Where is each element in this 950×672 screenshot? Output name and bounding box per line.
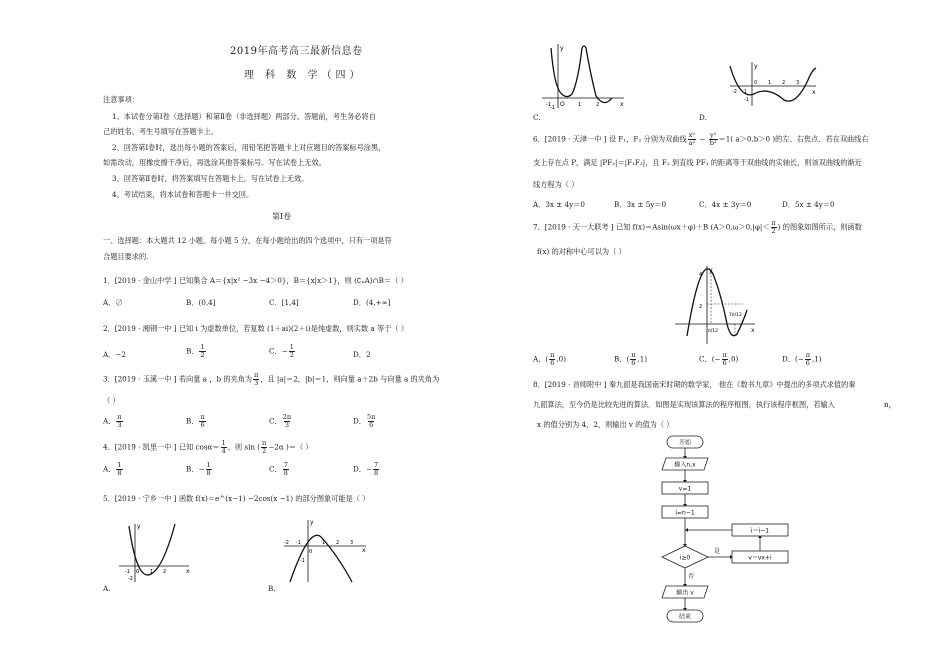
tick-label: 2 bbox=[336, 540, 340, 546]
q2-option-d: D．2 bbox=[353, 350, 371, 359]
tick-label: 0 bbox=[136, 569, 140, 575]
y-axis-label: y bbox=[754, 63, 758, 70]
q6-option-d: D．5x ± 4y＝0 bbox=[782, 200, 835, 209]
fraction: $\frac{\pi}{2}$ bbox=[262, 439, 267, 455]
tick-label: -1 bbox=[744, 97, 749, 103]
q3-option-b: B． $\frac{\pi}{6}$ bbox=[186, 413, 205, 429]
q7-option-a: A．( $\frac{\pi}{6}$ ,0) bbox=[533, 351, 567, 367]
tick-label: 0 bbox=[309, 549, 313, 555]
q1-option-b: B．(0,4] bbox=[186, 298, 216, 307]
q6-line-1: 6．[2019 · 天津一中 ] 设 F₁，F₂ 分别为双曲线 $\frac{\text{x²}}{\text{a²}}$ − $\frac{\text{y²}}{\text{b²}}$ ＝1( a＞0,b＞0 )的左、右焦点．若在双曲线右 bbox=[533, 131, 869, 147]
notice-line-1: 1、本试卷分第Ⅰ卷（选择题）和第Ⅱ卷（非选择题）两部分。答题前，考生务必将自 bbox=[112, 112, 376, 121]
tick-label: 4 bbox=[699, 272, 703, 278]
q8-line-2: 九韶算法，至今仍是比较先进的算法．如图是实现该算法的程序框图，执行该程序框图，若输入 bbox=[533, 400, 835, 409]
tick-label: 3 bbox=[796, 80, 800, 86]
tick-label: -2 bbox=[284, 540, 289, 546]
x-axis-label: x bbox=[362, 547, 366, 554]
tick-label: 1 bbox=[150, 569, 154, 575]
q6-option-a: A．3x ± 4y＝0 bbox=[533, 200, 585, 209]
flow-output-label: 输出 v bbox=[676, 589, 694, 597]
fraction: $\frac{1}{8}$ bbox=[117, 461, 122, 477]
tick-label: -2 bbox=[128, 576, 133, 582]
y-axis-label: y bbox=[137, 523, 141, 530]
q5-label-b: B. bbox=[268, 584, 276, 593]
tick-label: 2 bbox=[782, 80, 786, 86]
y-axis-label: y bbox=[709, 267, 713, 274]
x-axis-label: x bbox=[186, 568, 190, 575]
q4-option-a: A． $\frac{1}{8}$ bbox=[103, 461, 122, 477]
q8-n-variable: n， bbox=[884, 400, 896, 409]
tick-label: -2 bbox=[732, 89, 737, 95]
q4-stem: 4．[2019 · 凯里一中 ] 已知 cosα＝ $\frac{1}{4}$ ，则 sin ( $\frac{\pi}{2}$ −2α )＝（ ） bbox=[103, 439, 313, 455]
q6-option-c: C．4x ± 3y＝0 bbox=[699, 200, 752, 209]
q3-blank: （ ） bbox=[103, 396, 120, 405]
flow-input-label: 输入n,x bbox=[674, 461, 696, 469]
flow-end-label: 结束 bbox=[678, 613, 692, 621]
q6-line-3: 线方程为（ ） bbox=[533, 180, 579, 189]
tick-label: 1 bbox=[578, 102, 582, 108]
tick-label: 2 bbox=[596, 102, 600, 108]
q6-line-2: 支上存在点 P，满足 |PF₂|＝|F₁F₂|，且 F₂ 到直线 PF₁ 的距离等于双曲线的实轴长，则该双曲线的渐近 bbox=[533, 158, 862, 167]
flow-update-i-label: i＝i−1 bbox=[750, 527, 770, 535]
fraction: $\frac{1}{4}$ bbox=[221, 439, 226, 455]
q7-stem-2: f(x) 的对称中心可以为（ ） bbox=[537, 247, 626, 256]
tick-label: -1 bbox=[125, 569, 130, 575]
fraction: $\frac{\pi}{6}$ bbox=[805, 351, 810, 367]
q4-option-d: D．− $\frac{7}{8}$ bbox=[353, 461, 379, 477]
notice-line-2: 己的姓名、考生号填写在答题卡上。 bbox=[103, 127, 219, 136]
notice-line-6: 4、考试结束，将本试卷和答题卡一并交回。 bbox=[112, 190, 254, 199]
q5-stem: 5．[2019 · 宁乡一中 ] 函数 f(x)＝e^(x−1) −2cos(x −1) 的部分图象可能是（ ） bbox=[103, 494, 370, 503]
flow-assign-v-label: v=1 bbox=[678, 485, 692, 493]
part1-instruction-1: 一、选择题：本大题共 12 小题，每小题 5 分，在每小题给出的四个选项中，只有一项是符 bbox=[103, 236, 392, 245]
flow-start-label: 开始 bbox=[678, 439, 692, 447]
fraction: $\frac{\text{y²}}{\text{b²}}$ bbox=[709, 131, 717, 147]
q1-option-a: A．∅ bbox=[103, 298, 123, 307]
q5-label-a: A. bbox=[103, 584, 111, 593]
curve bbox=[730, 66, 816, 101]
tick-label: 1 bbox=[768, 80, 772, 86]
fraction: $\frac{7}{8}$ bbox=[283, 461, 288, 477]
q3-option-c: C． $\frac{2\pi}{3}$ bbox=[269, 413, 292, 429]
q7-option-c: C．(− $\frac{\pi}{6}$ ,0) bbox=[699, 351, 739, 367]
fraction: $\frac{1}{2}$ bbox=[289, 343, 294, 359]
tick-label: -1 bbox=[546, 102, 551, 108]
notice-heading: 注意事项： bbox=[103, 95, 139, 104]
notice-line-4: 如需改动，用橡皮擦干净后，再选涂其他答案标号。写在试卷上无效。 bbox=[103, 158, 326, 167]
tick-label: 2 bbox=[699, 304, 703, 310]
curve bbox=[582, 46, 612, 103]
tick-label: π/12 bbox=[708, 329, 718, 334]
fraction: $\frac{1}{2}$ bbox=[200, 343, 205, 359]
q2-option-b: B． $\frac{1}{2}$ bbox=[186, 343, 205, 359]
q6-option-b: B．3x ± 5y＝0 bbox=[614, 200, 667, 209]
fraction: $\frac{\pi}{2}$ bbox=[771, 219, 776, 235]
page-title: 2019年高考高三最新信息卷 bbox=[230, 46, 363, 57]
tick-label: 3 bbox=[350, 540, 354, 546]
fraction: $\frac{\pi}{6}$ bbox=[200, 413, 205, 429]
fraction: $\frac{\pi}{6}$ bbox=[722, 351, 727, 367]
curve bbox=[129, 524, 175, 575]
fraction: $\frac{1}{8}$ bbox=[206, 461, 211, 477]
fraction: $\frac{7}{8}$ bbox=[373, 461, 379, 477]
q5-graph-b bbox=[280, 516, 370, 584]
flow-assign-i-label: i=n−1 bbox=[675, 509, 695, 517]
q5-graph-c bbox=[538, 42, 630, 110]
q1-stem: 1．[2019 · 金山中学 ] 已知集合 A＝{x|x² −3x −4＞0}，B＝{x|x＞1}，则 (∁ₙA)∩B＝（ ） bbox=[103, 276, 408, 285]
q3-stem: 3．[2019 · 玉溪一中 ] 若向量 a ，b 的夹角为 $\frac{\pi}{3}$ ，且 |a|＝2，|b|＝1，则向量 a＋2b 与向量 a 的夹角为 bbox=[103, 371, 440, 387]
curve bbox=[551, 48, 582, 97]
curve bbox=[687, 269, 747, 336]
q2-option-a: A．−2 bbox=[103, 350, 126, 359]
flow-condition-label: i≥0 bbox=[679, 554, 691, 562]
x-axis-label: x bbox=[620, 101, 624, 108]
q4-option-b: B．− $\frac{1}{8}$ bbox=[186, 461, 211, 477]
tick-label: -1 bbox=[742, 89, 747, 95]
q5-graph-a bbox=[115, 520, 195, 584]
notice-line-5: 3、回答第Ⅱ卷时，将答案填写在答题卡上，写在试卷上无效。 bbox=[112, 174, 309, 183]
tick-label: -1 bbox=[296, 540, 301, 546]
tick-label: 2 bbox=[163, 569, 167, 575]
fraction: $\frac{\pi}{6}$ bbox=[550, 351, 555, 367]
x-axis-label: x bbox=[812, 89, 816, 96]
q8-flowchart bbox=[652, 434, 804, 626]
q5-graph-d bbox=[728, 60, 820, 108]
y-axis-label: y bbox=[560, 45, 564, 52]
tick-label: 1 bbox=[322, 540, 326, 546]
part1-instruction-2: 合题目要求的. bbox=[103, 252, 149, 261]
flow-no-label: 否 bbox=[688, 573, 695, 580]
fraction: $\frac{\pi}{6}$ bbox=[631, 351, 636, 367]
tick-label: 0 bbox=[754, 80, 758, 86]
q3-option-d: D． $\frac{5\pi}{6}$ bbox=[353, 413, 376, 429]
fraction: $\frac{5\pi}{6}$ bbox=[366, 413, 376, 429]
tick-label: 7π/12 bbox=[729, 313, 742, 318]
y-axis-label: y bbox=[310, 519, 314, 526]
tick-label: -1 bbox=[300, 558, 305, 564]
page-subtitle: 理 科 数 学（四） bbox=[244, 70, 364, 81]
q1-option-c: C．[1,4] bbox=[269, 298, 299, 307]
flow-update-v-label: v＝vx+i bbox=[748, 554, 772, 562]
notice-line-3: 2、回答第Ⅰ卷时，选出每小题的答案后，用铅笔把答题卡上对应题目的答案标号涂黑， bbox=[112, 143, 386, 152]
tick-label: O bbox=[560, 101, 565, 108]
q8-line-1: 8．[2019 · 首师附中 ] 秦九韶是我国南宋时期的数学家， 他在《数书九章》中提出的多项式求值的秦 bbox=[533, 380, 856, 389]
q4-option-c: C． $\frac{7}{8}$ bbox=[269, 461, 288, 477]
fraction: $\frac{2\pi}{3}$ bbox=[282, 413, 292, 429]
q1-option-d: D．(4,+∞] bbox=[353, 298, 391, 307]
flow-yes-label: 是 bbox=[714, 548, 721, 555]
q3-option-a: A． $\frac{\pi}{3}$ bbox=[103, 413, 122, 429]
q7-option-d: D．(− $\frac{\pi}{6}$ ,1) bbox=[782, 351, 822, 367]
q8-line-3: x 的值分别为 4，2，则输出 v 的值为（ ） bbox=[537, 420, 674, 429]
q7-option-b: B．( $\frac{\pi}{6}$ ,1) bbox=[614, 351, 648, 367]
fraction: $\frac{\pi}{3}$ bbox=[254, 371, 259, 387]
q7-stem-1: 7．[2019 · 天一大联考 ] 已知 f(x)＝Asin(ωx＋φ)＋B (A＞0,ω＞0,|φ|＜ $\frac{\pi}{2}$ ) 的图象如图所示，则函数 bbox=[533, 219, 862, 235]
fraction: $\frac{\pi}{3}$ bbox=[117, 413, 122, 429]
q5-label-c: C. bbox=[533, 113, 541, 122]
q7-graph bbox=[673, 264, 757, 346]
x-axis-label: x bbox=[751, 327, 755, 334]
q2-stem: 2．[2019 · 湘钢一中 ] 已知 i 为虚数单位，若复数 (1＋ai)(2＋i)是纯虚数，则实数 a 等于（ ） bbox=[103, 324, 409, 333]
part1-title: 第Ⅰ卷 bbox=[272, 212, 292, 221]
arrow-head bbox=[685, 528, 688, 532]
q5-label-d: D. bbox=[699, 113, 707, 122]
tick-label: -1 bbox=[550, 105, 555, 110]
q2-option-c: C．− $\frac{1}{2}$ bbox=[269, 343, 294, 359]
fraction: $\frac{\text{x²}}{\text{a²}}$ bbox=[688, 131, 696, 147]
